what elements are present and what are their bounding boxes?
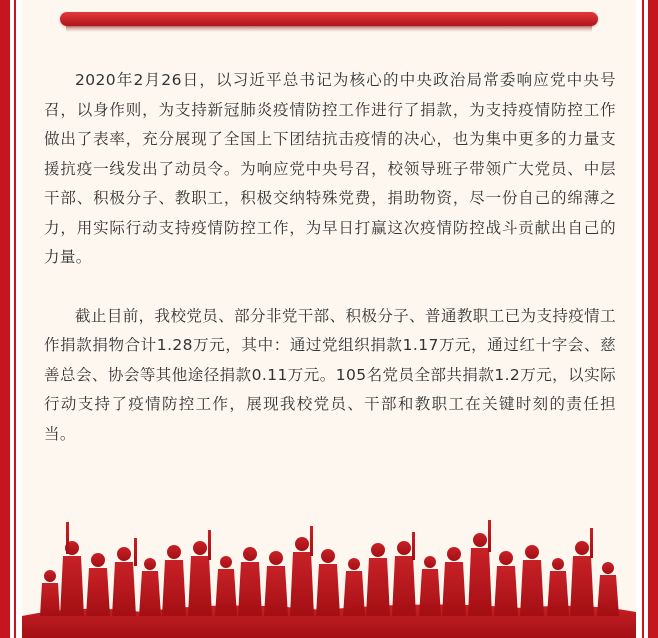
left-red-inner-line <box>14 0 16 638</box>
article-body <box>44 66 616 449</box>
right-red-inner-line <box>642 0 644 638</box>
article-paragraph-1: 2020年2月26日，以习近平总书记为核心的中央政治局常委响应党中央号召，以身作则，为支持新冠肺炎疫情防控工作进行了捐款，为支持疫情防控工作做出了表率，充分展现了全国上下团结抗击疫情的决心，也为集中更多的力量支援抗疫一线发出了动员令。为响应党中央号召，校领导班子带领广大党员、中层干部、积极分子、教职工，积极交纳特殊党费，捐助物资，尽一份自己的绵薄之力，用实际行动支持疫情防控工作，为早日打赢这次疫情防控战斗贡献出自己的力量。 <box>44 71 616 266</box>
article-paragraph-2: 截止目前，我校党员、部分非党干部、积极分子、普通教职工已为支持疫情工作捐款捐物合计1.28万元，其中：通过党组织捐款1.17万元，通过红十字会、慈善总会、协会等其他途径捐款0.11万元。105名党员全部共捐款1.2万元，以实际行动支持了疫情防控工作，展现我校党员、干部和教职工在关键时刻的责任担当。 <box>44 306 616 443</box>
soldier-silhouettes-icon <box>22 508 636 638</box>
right-red-border <box>648 0 658 638</box>
red-ribbon-icon <box>60 12 598 26</box>
ribbon-shadow <box>66 26 592 32</box>
left-red-border <box>0 0 10 638</box>
